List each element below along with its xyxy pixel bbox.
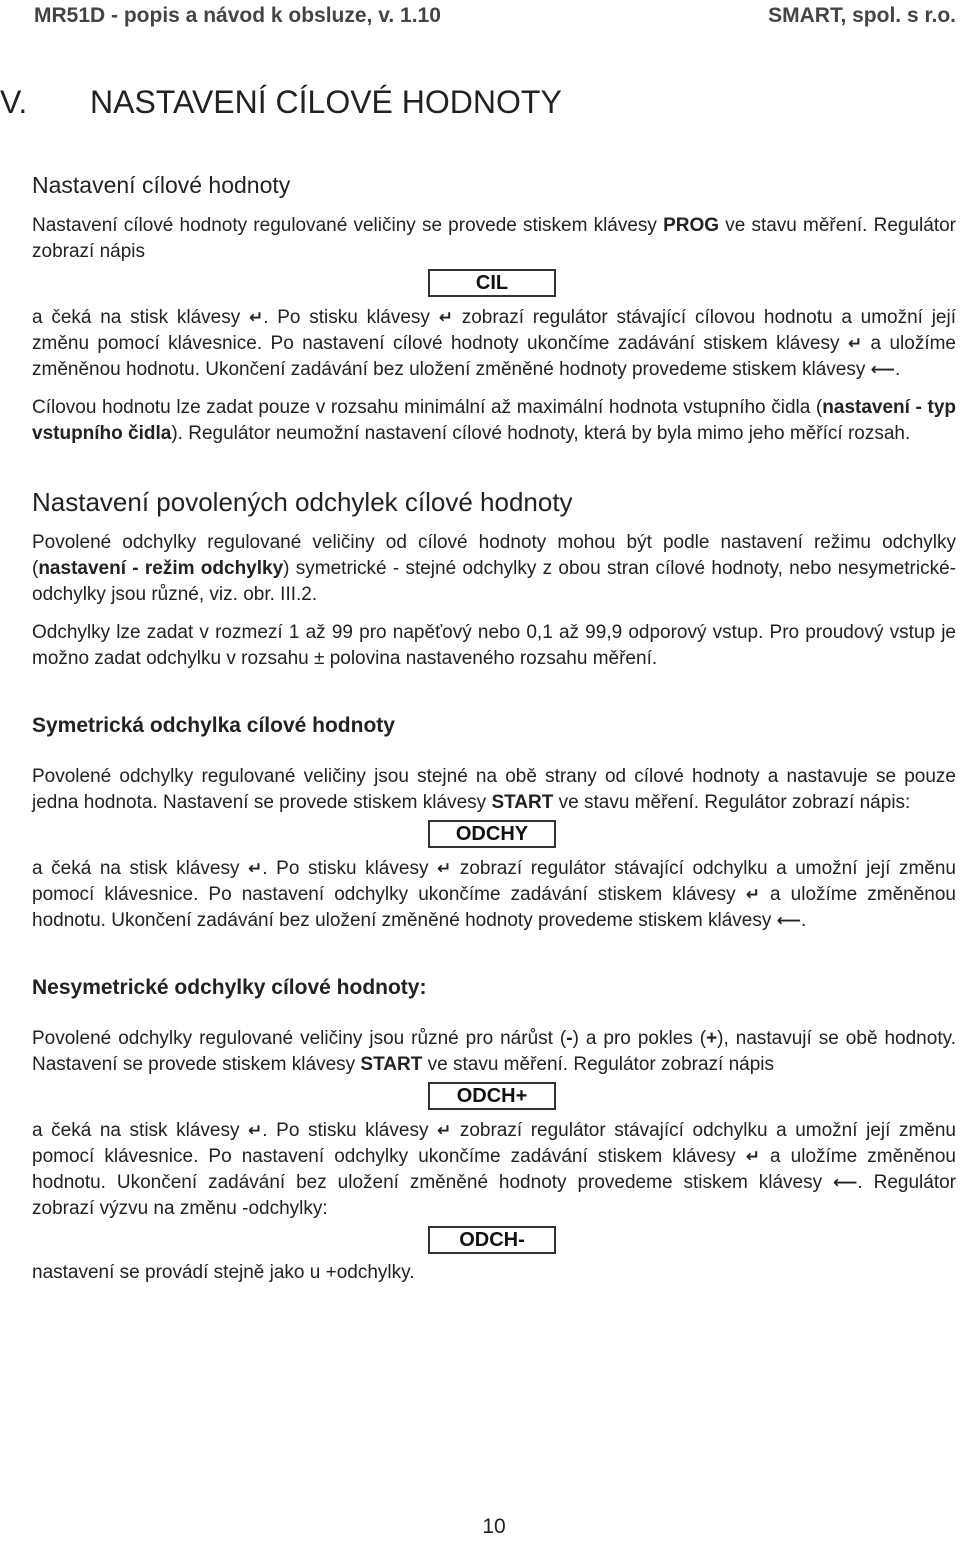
document-body xyxy=(32,172,956,1298)
escape-key-icon: ⟵ xyxy=(870,360,895,380)
display-row xyxy=(32,1082,956,1114)
enter-key-icon: ↵ xyxy=(437,1121,452,1141)
section-title-asymmetric: Nesymetrické odchylky cílové hodnoty: xyxy=(32,976,427,999)
display-row xyxy=(32,1226,956,1254)
escape-key-icon: ⟵ xyxy=(833,1173,858,1193)
document-header-company: SMART, spol. s r.o. xyxy=(768,4,956,27)
paragraph: Odchylky lze zadat v rozmezí 1 až 99 pro napěťový nebo 0,1 až 99,9 odporový vstup. Pro proudový vstup je možno zadat odchylku v rozsahu ± polovina nastaveného rozsahu měření. xyxy=(32,622,956,669)
chapter-title: NASTAVENÍ CÍLOVÉ HODNOTY xyxy=(90,84,562,120)
paragraph: nastavení se provádí stejně jako u +odchylky. xyxy=(32,1262,415,1283)
enter-key-icon: ↵ xyxy=(438,308,453,328)
paragraph: Povolené odchylky regulované veličiny jsou stejné na obě strany od cílové hodnoty a nastavuje se pouze jedna hodnota. Nastavení se provede stiskem klávesy START ve stavu měření. Regulátor zobrazí nápis: xyxy=(32,766,956,813)
section-title-symmetric: Symetrická odchylka cílové hodnoty xyxy=(32,714,395,737)
paragraph: Nastavení cílové hodnoty regulované veličiny se provede stiskem klávesy PROG ve stavu měření. Regulátor zobrazí nápis xyxy=(32,215,956,262)
paragraph: a čeká na stisk klávesy ↵. Po stisku klávesy ↵ zobrazí regulátor stávající cílovou hodnotu a umožní její změnu pomocí klávesnice. Po nastavení cílové hodnoty ukončíme zadávání stiskem klávesy ↵ a uložíme změněnou hodnotu. Ukončení zadávání bez uložení změněné hodnoty provedeme stiskem klávesy ⟵. xyxy=(32,307,956,380)
paragraph: Cílovou hodnotu lze zadat pouze v rozsahu minimální až maximální hodnota vstupního čidla (nastavení - typ vstupního čidla). Regulátor neumožní nastavení cílové hodnoty, která by byla mimo jeho měřící rozsah. xyxy=(32,397,956,444)
display-box: CIL xyxy=(428,269,556,297)
enter-key-icon: ↵ xyxy=(847,334,863,354)
display-box: ODCHY xyxy=(428,820,556,848)
chapter-number: V. xyxy=(0,84,28,120)
enter-key-icon: ↵ xyxy=(437,859,452,879)
enter-key-icon: ↵ xyxy=(248,308,264,328)
key-name: PROG xyxy=(663,215,720,236)
paragraph: Povolené odchylky regulované veličiny od cílové hodnoty mohou být podle nastavení režimu odchylky (nastavení - režim odchylky) symetrické - stejné odchylky z obou stran cílové hodnoty, nebo nesymetrické- odchylky jsou různé, viz. obr. III.2. xyxy=(32,532,956,605)
section-title-deviations: Nastavení povolených odchylek cílové hodnoty xyxy=(32,487,573,517)
paragraph: a čeká na stisk klávesy ↵. Po stisku klávesy ↵ zobrazí regulátor stávající odchylku a umožní její změnu pomocí klávesnice. Po nastavení odchylky ukončíme zadávání stiskem klávesy ↵ a uložíme změněnou hodnotu. Ukončení zadávání bez uložení změněné hodnoty provedeme stiskem klávesy ⟵. Regulátor zobrazí výzvu na změnu -odchylky: xyxy=(32,1120,956,1219)
page-number: 10 xyxy=(482,1515,506,1538)
display-box: ODCH- xyxy=(428,1226,556,1254)
escape-key-icon: ⟵ xyxy=(776,911,801,931)
document-header-title: MR51D - popis a návod k obsluze, v. 1.10 xyxy=(34,4,441,27)
display-box: ODCH+ xyxy=(428,1082,556,1110)
enter-key-icon: ↵ xyxy=(248,1121,263,1141)
paragraph: a čeká na stisk klávesy ↵. Po stisku klávesy ↵ zobrazí regulátor stávající odchylku a umožní její změnu pomocí klávesnice. Po nastavení odchylky ukončíme zadávání stiskem klávesy ↵ a uložíme změněnou hodnotu. Ukončení zadávání bez uložení změněné hodnoty provedeme stiskem klávesy ⟵. xyxy=(32,858,956,931)
enter-key-icon: ↵ xyxy=(248,859,263,879)
enter-key-icon: ↵ xyxy=(745,1147,760,1167)
paragraph: Povolené odchylky regulované veličiny jsou různé pro nárůst (-) a pro pokles (+), nastavují se obě hodnoty. Nastavení se provede stiskem klávesy START ve stavu měření. Regulátor zobrazí nápis xyxy=(32,1028,956,1075)
enter-key-icon: ↵ xyxy=(745,885,760,905)
display-row xyxy=(32,820,956,852)
display-row xyxy=(32,269,956,301)
section-title-target-value: Nastavení cílové hodnoty xyxy=(32,172,291,198)
